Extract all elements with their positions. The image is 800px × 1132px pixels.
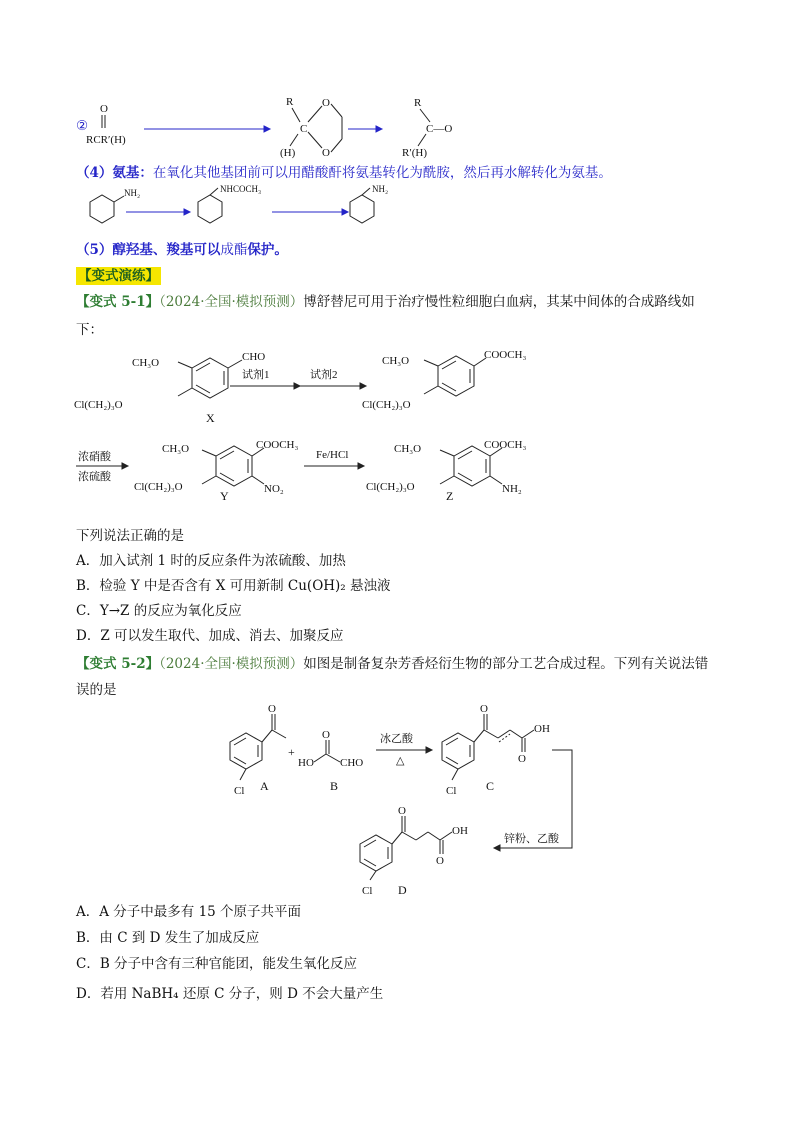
item4-scheme bbox=[72, 184, 422, 228]
y-label: Y bbox=[220, 489, 229, 503]
final-ring bbox=[350, 195, 374, 223]
section-title-text: 【变式演练】 bbox=[78, 268, 159, 284]
q51-stem-line1 bbox=[76, 292, 695, 312]
p-ring bbox=[438, 356, 474, 396]
a-o: O bbox=[268, 703, 276, 715]
q51-option-c[interactable]: C．Y→Z 的反应为氧化反应 bbox=[76, 603, 242, 619]
q52-option-a[interactable]: A．A 分子中最多有 15 个原子共平面 bbox=[76, 904, 302, 920]
acetal-o1: O bbox=[322, 97, 330, 109]
carbonyl-o: O bbox=[100, 103, 108, 115]
b-ho: HO bbox=[298, 757, 314, 769]
y-och3: CH₃O bbox=[162, 443, 190, 455]
c-o: O bbox=[480, 703, 488, 715]
x-och3: CH₃O bbox=[132, 357, 160, 369]
acetanilide-group: NHCOCH₃ bbox=[220, 184, 262, 194]
q52-option-c[interactable]: C．B 分子中含有三种官能团，能发生氧化反应 bbox=[76, 956, 358, 972]
arrow-1 bbox=[144, 126, 270, 132]
acetanilide-ring bbox=[198, 195, 222, 223]
acetal-r: R bbox=[286, 96, 294, 108]
p-och3: CH₃O bbox=[382, 355, 410, 367]
q52-stem1: 如图是制备复杂芳香烃衍生物的部分工艺合成过程。下列有关说法错 bbox=[303, 656, 709, 672]
sulfuric: 浓硫酸 bbox=[78, 471, 111, 483]
final-nh2: NH₂ bbox=[372, 184, 389, 194]
section-title bbox=[76, 266, 161, 286]
y-cooch3: COOCH₃ bbox=[256, 439, 299, 451]
carbonyl-formula: RCR′(H) bbox=[86, 134, 126, 146]
q51-source: （2024·全国·模拟预测） bbox=[159, 294, 304, 310]
cond-top: 冰乙酸 bbox=[380, 733, 413, 745]
z-och3: CH₃O bbox=[394, 443, 422, 455]
item5-label: （5）醇羟基、羧基可以 bbox=[76, 242, 221, 258]
product-h: R′(H) bbox=[402, 147, 428, 159]
item4-label: （4）氨基： bbox=[76, 165, 153, 181]
item4-line bbox=[76, 163, 612, 183]
d-oh: OH bbox=[452, 825, 468, 837]
q51-stem1: 博舒替尼可用于治疗慢性粒细胞白血病，其某中间体的合成路线如 bbox=[303, 294, 695, 310]
c-o2: O bbox=[518, 753, 526, 765]
c-label: C bbox=[486, 779, 495, 793]
a-label: A bbox=[260, 779, 269, 793]
x-ring bbox=[192, 358, 228, 398]
arrow-hydrolysis bbox=[272, 209, 348, 215]
cond-bottom: △ bbox=[396, 755, 405, 767]
d-o2: O bbox=[436, 855, 444, 867]
b-cho: CHO bbox=[340, 757, 364, 769]
item5-end: 保护。 bbox=[247, 242, 288, 258]
x-label: X bbox=[206, 411, 215, 425]
x-cho: CHO bbox=[242, 351, 266, 363]
z-label: Z bbox=[446, 489, 454, 503]
item2-number: ② bbox=[76, 118, 89, 134]
reagent1: 试剂1 bbox=[242, 369, 270, 381]
c-cl: Cl bbox=[446, 785, 457, 797]
q52-stem-line1 bbox=[76, 654, 708, 674]
aniline-ring bbox=[90, 195, 114, 223]
item4-text: 在氧化其他基团前可以用醋酸酐将氨基转化为酰胺，然后再水解转化为氨基。 bbox=[152, 165, 612, 181]
fehcl: Fe/HCl bbox=[316, 449, 349, 461]
d-label: D bbox=[398, 883, 407, 897]
z-cooch3: COOCH₃ bbox=[484, 439, 527, 451]
p-cooch3: COOCH₃ bbox=[484, 350, 527, 361]
zn-reagent: 锌粉、乙酸 bbox=[504, 833, 559, 845]
b-label: B bbox=[330, 779, 339, 793]
a-cl: Cl bbox=[234, 785, 245, 797]
arrow-2 bbox=[348, 126, 382, 132]
acetal-h: (H) bbox=[280, 147, 296, 159]
q51-prompt: 下列说法正确的是 bbox=[76, 528, 184, 544]
q52-tag: 【变式 5-2】 bbox=[76, 656, 160, 672]
product-c: C—O bbox=[426, 123, 453, 135]
q51-scheme-row2 bbox=[72, 438, 572, 510]
q52-option-d[interactable]: D．若用 NaBH₄ 还原 C 分子，则 D 不会大量产生 bbox=[76, 986, 384, 1002]
z-clchain: Cl(CH₂)₃O bbox=[366, 481, 415, 493]
d-cl: Cl bbox=[362, 885, 373, 897]
d-o: O bbox=[398, 805, 406, 817]
q52-option-b[interactable]: B．由 C 到 D 发生了加成反应 bbox=[76, 930, 260, 946]
y-ring bbox=[216, 446, 252, 486]
q51-tag: 【变式 5-1】 bbox=[76, 294, 160, 310]
arrow-acetylation bbox=[126, 209, 190, 215]
y-no2: NO₂ bbox=[264, 483, 284, 495]
item5-line bbox=[76, 240, 288, 260]
aniline-nh2: NH₂ bbox=[124, 188, 141, 198]
acetal-o2: O bbox=[322, 147, 330, 159]
b-o: O bbox=[322, 729, 330, 741]
z-ring bbox=[454, 446, 490, 486]
x-clchain: Cl(CH₂)₃O bbox=[74, 399, 123, 411]
product-r: R bbox=[414, 97, 422, 109]
q51-option-b[interactable]: B．检验 Y 中是否含有 X 可用新制 Cu(OH)₂ 悬浊液 bbox=[76, 578, 391, 594]
q51-option-a[interactable]: A．加入试剂 1 时的反应条件为浓硫酸、加热 bbox=[76, 553, 346, 569]
q52-stem2: 误的是 bbox=[76, 682, 117, 698]
p-clchain: Cl(CH₂)₃O bbox=[362, 399, 411, 411]
q52-scheme bbox=[210, 700, 590, 900]
y-clchain: Cl(CH₂)₃O bbox=[134, 481, 183, 493]
plus-sign: + bbox=[288, 745, 295, 759]
acetal-c: C bbox=[300, 123, 308, 135]
q51-option-d[interactable]: D．Z 可以发生取代、加成、消去、加聚反应 bbox=[76, 628, 344, 644]
q51-scheme-row1 bbox=[72, 350, 572, 440]
q52-source: （2024·全国·模拟预测） bbox=[159, 656, 304, 672]
reagent2: 试剂2 bbox=[310, 369, 338, 381]
z-nh2: NH₂ bbox=[502, 483, 522, 495]
c-oh: OH bbox=[534, 723, 550, 735]
q51-stem2: 下： bbox=[76, 322, 103, 338]
item2-scheme bbox=[86, 92, 486, 164]
nitric: 浓硝酸 bbox=[78, 451, 111, 463]
item5-mid: 成酯 bbox=[220, 242, 248, 258]
